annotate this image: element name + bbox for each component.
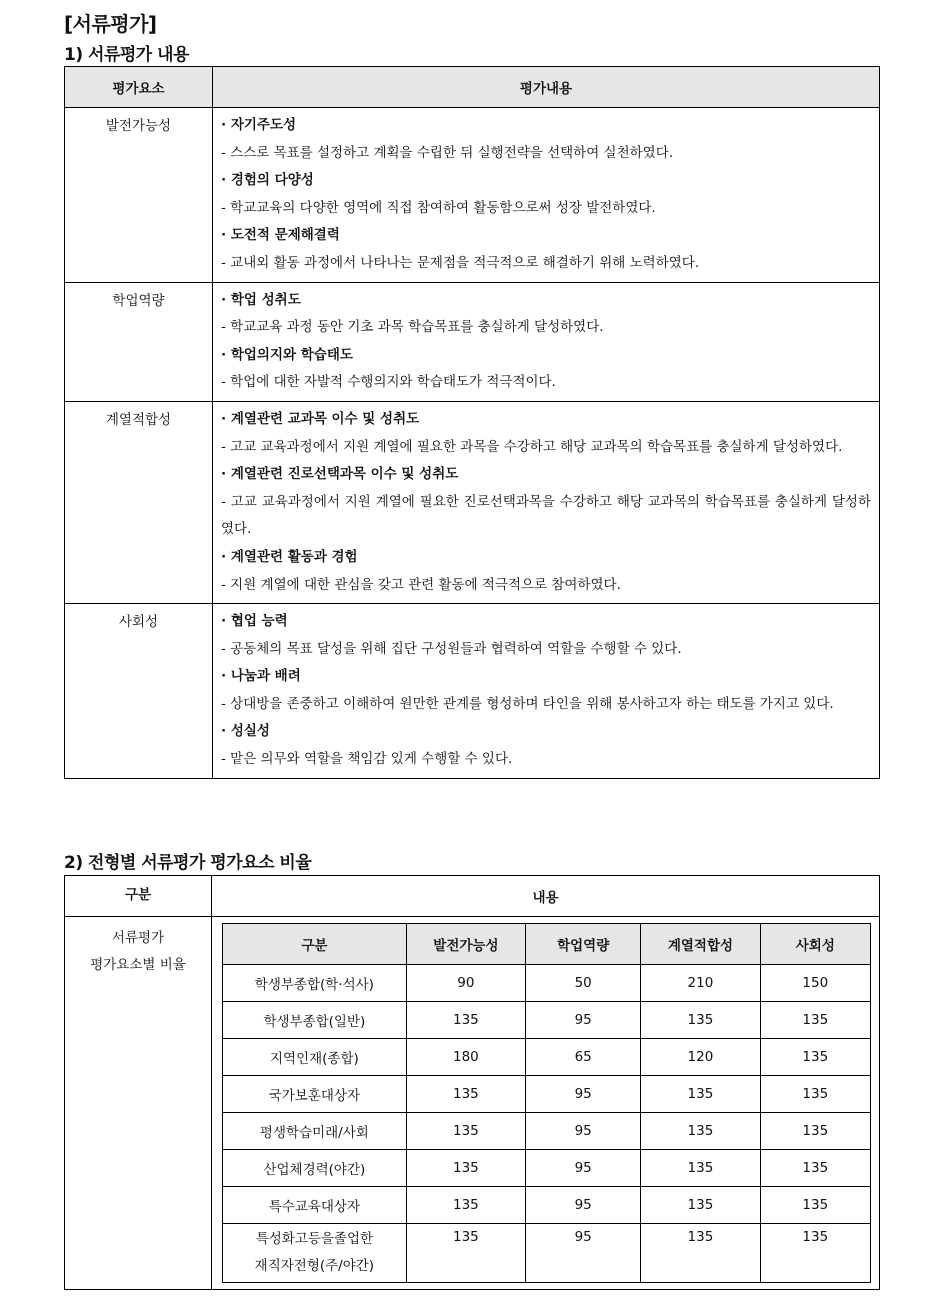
table-row — [65, 282, 880, 401]
element-label: 사회성 — [65, 604, 213, 779]
value-cell: 95 — [526, 1224, 641, 1283]
value-cell: 135 — [760, 1076, 870, 1113]
element-label: 학업역량 — [65, 282, 213, 401]
table-row — [223, 965, 871, 1002]
value-cell: 95 — [526, 1076, 641, 1113]
value-cell: 135 — [760, 1002, 870, 1039]
criterion-heading: · 계열관련 진로선택과목 이수 및 성취도 — [221, 466, 459, 483]
table-row — [223, 1113, 871, 1150]
value-cell: 135 — [406, 1002, 525, 1039]
value-cell: 135 — [641, 1150, 760, 1187]
outer-body-row — [65, 917, 880, 1290]
admission-type: 지역인재(종합) — [223, 1039, 407, 1076]
element-content — [213, 282, 880, 401]
value-cell: 135 — [641, 1002, 760, 1039]
criterion-heading: · 자기주도성 — [221, 117, 297, 133]
col-header-sociability: 사회성 — [760, 924, 870, 965]
criterion-description: - 스스로 목표를 설정하고 계획을 수립한 뒤 실행전략을 선택하여 실천하였다. — [221, 144, 674, 161]
value-cell: 135 — [406, 1150, 525, 1187]
value-cell: 135 — [760, 1039, 870, 1076]
table-row — [223, 1150, 871, 1187]
col-header-academic-competence: 학업역량 — [526, 924, 641, 965]
value-cell: 135 — [406, 1187, 525, 1224]
criterion-heading: · 나눔과 배려 — [221, 668, 301, 685]
admission-type: 산업체경력(야간) — [223, 1150, 407, 1187]
criterion-description: - 상대방을 존중하고 이해하여 원만한 관계를 형성하며 타인을 위해 봉사하고자 하는 태도를 가지고 있다. — [221, 695, 834, 712]
criterion-description: - 고교 교육과정에서 지원 계열에 필요한 진로선택과목을 수강하고 해당 교과목의 학습목표를 충실하게 달성하였다. — [221, 493, 871, 538]
value-cell: 135 — [760, 1187, 870, 1224]
table-row — [223, 1076, 871, 1113]
criterion-heading: · 협업 능력 — [221, 613, 288, 630]
admission-type: 학생부종합(일반) — [223, 1002, 407, 1039]
element-content — [213, 401, 880, 603]
value-cell: 95 — [526, 1187, 641, 1224]
table-row — [223, 1039, 871, 1076]
document-title: [서류평가] — [64, 12, 157, 36]
header-category: 구분 — [65, 876, 212, 917]
element-content — [213, 604, 880, 779]
value-cell: 135 — [641, 1076, 760, 1113]
admission-type: 국가보훈대상자 — [223, 1076, 407, 1113]
inner-header-row — [223, 924, 871, 965]
value-cell: 135 — [406, 1113, 525, 1150]
value-cell: 210 — [641, 965, 760, 1002]
value-cell: 95 — [526, 1113, 641, 1150]
criterion-description: - 지원 계열에 대한 관심을 갖고 관련 활동에 적극적으로 참여하였다. — [221, 576, 621, 593]
value-cell: 135 — [641, 1224, 760, 1283]
ratio-table-container — [212, 917, 880, 1290]
table-row — [65, 604, 880, 779]
value-cell: 120 — [641, 1039, 760, 1076]
table-row — [65, 401, 880, 603]
table-header-row — [65, 67, 880, 108]
section1-heading: 1) 서류평가 내용 — [64, 45, 189, 65]
table-row — [223, 1224, 871, 1283]
value-cell: 180 — [406, 1039, 525, 1076]
header-content: 내용 — [212, 876, 880, 917]
col-header-major-suitability: 계열적합성 — [641, 924, 760, 965]
element-content — [213, 108, 880, 283]
criterion-heading: · 경험의 다양성 — [221, 172, 314, 189]
admission-type-line1: 특성화고등을졸업한 — [255, 1231, 374, 1247]
value-cell: 135 — [760, 1150, 870, 1187]
value-cell: 135 — [760, 1113, 870, 1150]
row-label-line1: 서류평가 — [111, 930, 165, 946]
criterion-heading: · 도전적 문제해결력 — [221, 227, 340, 244]
value-cell: 50 — [526, 965, 641, 1002]
value-cell: 65 — [526, 1039, 641, 1076]
row-label — [65, 917, 212, 1290]
value-cell: 95 — [526, 1150, 641, 1187]
criterion-heading: · 학업의지와 학습태도 — [221, 346, 353, 363]
criterion-heading: · 계열관련 활동과 경험 — [221, 548, 358, 565]
admission-type-line2: 재직자전형(주/야간) — [254, 1258, 375, 1274]
evaluation-content-table — [64, 66, 880, 779]
value-cell: 135 — [641, 1113, 760, 1150]
header-evaluation-element: 평가요소 — [65, 67, 213, 108]
element-label: 발전가능성 — [65, 108, 213, 283]
criterion-description: - 공동체의 목표 달성을 위해 집단 구성원들과 협력하여 역할을 수행할 수 있다. — [221, 640, 682, 657]
admission-type: 평생학습미래/사회 — [223, 1113, 407, 1150]
value-cell: 150 — [760, 965, 870, 1002]
element-label: 계열적합성 — [65, 401, 213, 603]
criterion-description: - 학업에 대한 자발적 수행의지와 학습태도가 적극적이다. — [221, 374, 556, 391]
criterion-description: - 고교 교육과정에서 지원 계열에 필요한 과목을 수강하고 해당 교과목의 학습목표를 충실하게 달성하였다. — [221, 438, 843, 455]
value-cell: 135 — [641, 1187, 760, 1224]
table-row — [223, 1002, 871, 1039]
value-cell: 95 — [526, 1002, 641, 1039]
value-cell: 135 — [760, 1224, 870, 1283]
criterion-description: - 교내외 활동 과정에서 나타나는 문제점을 적극적으로 해결하기 위해 노력하였다. — [221, 254, 700, 271]
value-cell: 90 — [406, 965, 525, 1002]
criterion-description: - 맡은 의무와 역할을 책임감 있게 수행할 수 있다. — [221, 751, 513, 768]
admission-type: 특수교육대상자 — [223, 1187, 407, 1224]
table-row — [65, 108, 880, 283]
ratio-inner-table — [222, 923, 871, 1283]
col-header-category: 구분 — [223, 924, 407, 965]
criterion-heading: · 성실성 — [221, 723, 270, 740]
row-label-line2: 평가요소별 비율 — [90, 957, 186, 973]
criterion-heading: · 계열관련 교과목 이수 및 성취도 — [221, 410, 420, 427]
outer-header-row — [65, 876, 880, 917]
criterion-heading: · 학업 성취도 — [221, 291, 301, 308]
section2-heading: 2) 전형별 서류평가 평가요소 비율 — [64, 853, 312, 873]
criterion-description: - 학교교육 과정 동안 기초 과목 학습목표를 충실하게 달성하였다. — [221, 319, 604, 336]
ratio-outer-table — [64, 875, 880, 1290]
admission-type: 학생부종합(학·석사) — [223, 965, 407, 1002]
value-cell: 135 — [406, 1224, 525, 1283]
table-row — [223, 1187, 871, 1224]
header-evaluation-content: 평가내용 — [213, 67, 880, 108]
criterion-description: - 학교교육의 다양한 영역에 직접 참여하여 활동함으로써 성장 발전하였다. — [221, 199, 656, 216]
value-cell: 135 — [406, 1076, 525, 1113]
col-header-development-potential: 발전가능성 — [406, 924, 525, 965]
admission-type — [223, 1224, 407, 1283]
